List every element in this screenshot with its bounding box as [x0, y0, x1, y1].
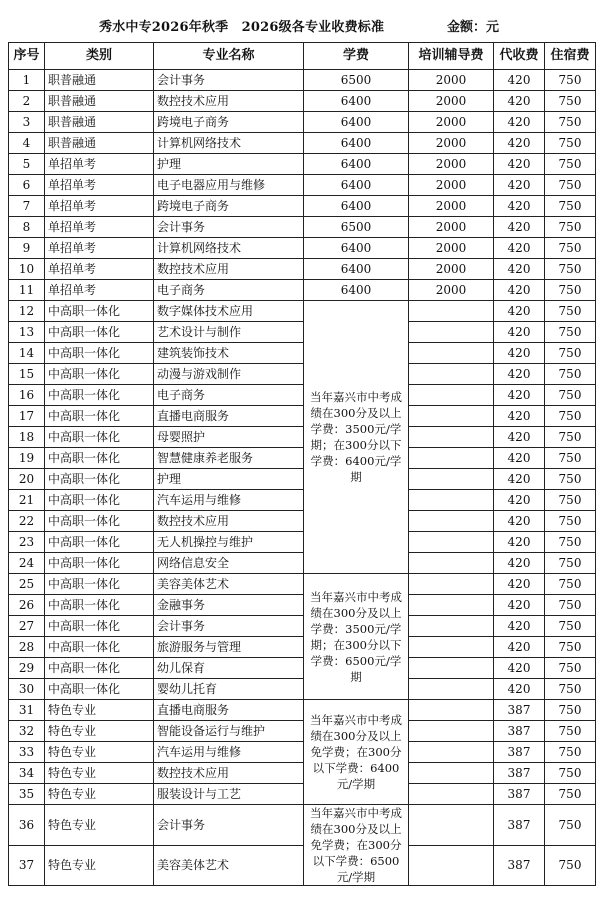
cell-no: 6 [9, 175, 45, 196]
cell-training-fee: 2000 [409, 112, 494, 133]
table-row [9, 616, 596, 637]
cell-no: 21 [9, 490, 45, 511]
cell-collected-fee: 420 [494, 343, 545, 364]
cell-category: 特色专业 [45, 805, 154, 846]
cell-dorm-fee: 750 [545, 154, 596, 175]
cell-category: 中高职一体化 [45, 322, 154, 343]
cell-collected-fee: 387 [494, 742, 545, 763]
cell-collected-fee: 420 [494, 259, 545, 280]
cell-no: 12 [9, 301, 45, 322]
cell-category: 中高职一体化 [45, 532, 154, 553]
cell-no: 5 [9, 154, 45, 175]
cell-major: 数字媒体技术应用 [154, 301, 304, 322]
cell-no: 27 [9, 616, 45, 637]
cell-no: 22 [9, 511, 45, 532]
cell-dorm-fee: 750 [545, 805, 596, 846]
cell-dorm-fee: 750 [545, 637, 596, 658]
cell-category: 单招单考 [45, 259, 154, 280]
cell-category: 中高职一体化 [45, 406, 154, 427]
cell-training-fee: 2000 [409, 217, 494, 238]
table-row [9, 154, 596, 175]
cell-collected-fee: 387 [494, 805, 545, 846]
cell-collected-fee: 420 [494, 196, 545, 217]
cell-major: 服装设计与工艺 [154, 784, 304, 805]
cell-major: 金融事务 [154, 595, 304, 616]
cell-collected-fee: 420 [494, 322, 545, 343]
table-row [9, 112, 596, 133]
cell-training-fee [409, 700, 494, 721]
cell-no: 25 [9, 574, 45, 595]
cell-no: 29 [9, 658, 45, 679]
cell-tuition: 6400 [304, 133, 409, 154]
cell-category: 单招单考 [45, 196, 154, 217]
cell-category: 中高职一体化 [45, 511, 154, 532]
cell-major: 跨境电子商务 [154, 112, 304, 133]
cell-no: 28 [9, 637, 45, 658]
cell-collected-fee: 420 [494, 217, 545, 238]
cell-dorm-fee: 750 [545, 845, 596, 886]
cell-major: 数控技术应用 [154, 763, 304, 784]
cell-no: 30 [9, 679, 45, 700]
cell-collected-fee: 420 [494, 679, 545, 700]
cell-training-fee [409, 532, 494, 553]
cell-training-fee: 2000 [409, 238, 494, 259]
header-row [9, 43, 596, 70]
cell-dorm-fee: 750 [545, 406, 596, 427]
cell-category: 特色专业 [45, 845, 154, 886]
cell-collected-fee: 420 [494, 385, 545, 406]
cell-dorm-fee: 750 [545, 259, 596, 280]
cell-dorm-fee: 750 [545, 700, 596, 721]
cell-collected-fee: 387 [494, 763, 545, 784]
cell-dorm-fee: 750 [545, 238, 596, 259]
cell-tuition: 6400 [304, 175, 409, 196]
cell-dorm-fee: 750 [545, 196, 596, 217]
cell-collected-fee: 420 [494, 238, 545, 259]
cell-no: 14 [9, 343, 45, 364]
cell-collected-fee: 420 [494, 448, 545, 469]
cell-dorm-fee: 750 [545, 595, 596, 616]
header-training-fee: 培训辅导费 [409, 43, 494, 70]
cell-training-fee [409, 845, 494, 886]
cell-dorm-fee: 750 [545, 784, 596, 805]
cell-category: 单招单考 [45, 175, 154, 196]
cell-tuition: 6400 [304, 112, 409, 133]
table-row [9, 805, 596, 846]
cell-category: 中高职一体化 [45, 385, 154, 406]
table-row [9, 196, 596, 217]
table-row [9, 448, 596, 469]
cell-major: 会计事务 [154, 70, 304, 91]
document-title: 秀水中专2026年秋季 2026级各专业收费标准 [99, 20, 385, 35]
table-row [9, 721, 596, 742]
cell-training-fee [409, 784, 494, 805]
cell-major: 会计事务 [154, 805, 304, 846]
cell-training-fee [409, 721, 494, 742]
cell-no: 2 [9, 91, 45, 112]
cell-category: 中高职一体化 [45, 679, 154, 700]
table-row [9, 343, 596, 364]
cell-training-fee: 2000 [409, 133, 494, 154]
cell-major: 护理 [154, 154, 304, 175]
cell-category: 特色专业 [45, 784, 154, 805]
cell-tuition: 6400 [304, 280, 409, 301]
cell-training-fee [409, 385, 494, 406]
cell-category: 中高职一体化 [45, 301, 154, 322]
cell-collected-fee: 420 [494, 406, 545, 427]
cell-training-fee [409, 658, 494, 679]
table-row [9, 700, 596, 721]
cell-collected-fee: 420 [494, 427, 545, 448]
cell-collected-fee: 420 [494, 280, 545, 301]
table-row [9, 70, 596, 91]
cell-category: 中高职一体化 [45, 490, 154, 511]
cell-collected-fee: 420 [494, 364, 545, 385]
cell-dorm-fee: 750 [545, 133, 596, 154]
table-row [9, 845, 596, 886]
cell-no: 18 [9, 427, 45, 448]
cell-major: 数控技术应用 [154, 259, 304, 280]
cell-collected-fee: 420 [494, 154, 545, 175]
cell-no: 33 [9, 742, 45, 763]
cell-training-fee [409, 322, 494, 343]
cell-no: 10 [9, 259, 45, 280]
header-dorm-fee: 住宿费 [545, 43, 596, 70]
cell-dorm-fee: 750 [545, 490, 596, 511]
cell-training-fee [409, 679, 494, 700]
cell-major: 直播电商服务 [154, 406, 304, 427]
cell-dorm-fee: 750 [545, 112, 596, 133]
cell-training-fee [409, 637, 494, 658]
cell-training-fee [409, 805, 494, 846]
cell-category: 中高职一体化 [45, 616, 154, 637]
cell-training-fee [409, 595, 494, 616]
header-collected-fee: 代收费 [494, 43, 545, 70]
cell-category: 单招单考 [45, 154, 154, 175]
cell-training-fee: 2000 [409, 154, 494, 175]
cell-major: 数控技术应用 [154, 511, 304, 532]
cell-collected-fee: 420 [494, 595, 545, 616]
cell-no: 26 [9, 595, 45, 616]
table-row [9, 385, 596, 406]
cell-major: 汽车运用与维修 [154, 742, 304, 763]
table-row [9, 301, 596, 322]
header-no: 序号 [9, 43, 45, 70]
cell-category: 特色专业 [45, 721, 154, 742]
cell-training-fee: 2000 [409, 175, 494, 196]
cell-no: 23 [9, 532, 45, 553]
cell-major: 网络信息安全 [154, 553, 304, 574]
table-row [9, 427, 596, 448]
cell-training-fee [409, 364, 494, 385]
cell-major: 跨境电子商务 [154, 196, 304, 217]
cell-category: 职普融通 [45, 70, 154, 91]
cell-dorm-fee: 750 [545, 553, 596, 574]
cell-tuition: 6400 [304, 91, 409, 112]
cell-category: 单招单考 [45, 238, 154, 259]
cell-collected-fee: 387 [494, 700, 545, 721]
cell-no: 13 [9, 322, 45, 343]
cell-category: 中高职一体化 [45, 469, 154, 490]
cell-major: 电子商务 [154, 280, 304, 301]
cell-no: 11 [9, 280, 45, 301]
cell-category: 中高职一体化 [45, 553, 154, 574]
cell-major: 无人机操控与维护 [154, 532, 304, 553]
cell-training-fee [409, 469, 494, 490]
cell-major: 会计事务 [154, 217, 304, 238]
cell-dorm-fee: 750 [545, 763, 596, 784]
cell-dorm-fee: 750 [545, 532, 596, 553]
cell-no: 16 [9, 385, 45, 406]
cell-dorm-fee: 750 [545, 217, 596, 238]
cell-training-fee [409, 448, 494, 469]
table-row [9, 637, 596, 658]
currency-unit: 金额：元 [447, 20, 500, 35]
cell-category: 中高职一体化 [45, 427, 154, 448]
cell-tuition: 6400 [304, 238, 409, 259]
cell-dorm-fee: 750 [545, 616, 596, 637]
cell-category: 单招单考 [45, 217, 154, 238]
cell-category: 中高职一体化 [45, 574, 154, 595]
cell-dorm-fee: 750 [545, 385, 596, 406]
cell-dorm-fee: 750 [545, 91, 596, 112]
document-header [0, 0, 600, 42]
cell-major: 建筑装饰技术 [154, 343, 304, 364]
cell-training-fee: 2000 [409, 70, 494, 91]
cell-tuition: 6400 [304, 196, 409, 217]
cell-major: 美容美体艺术 [154, 574, 304, 595]
cell-no: 1 [9, 70, 45, 91]
cell-major: 电子商务 [154, 385, 304, 406]
cell-collected-fee: 420 [494, 490, 545, 511]
cell-dorm-fee: 750 [545, 70, 596, 91]
table-row [9, 280, 596, 301]
cell-category: 职普融通 [45, 133, 154, 154]
cell-major: 美容美体艺术 [154, 845, 304, 886]
table-row [9, 490, 596, 511]
cell-category: 职普融通 [45, 112, 154, 133]
cell-no: 24 [9, 553, 45, 574]
cell-training-fee [409, 301, 494, 322]
table-row [9, 511, 596, 532]
cell-dorm-fee: 750 [545, 364, 596, 385]
cell-major: 电子电器应用与维修 [154, 175, 304, 196]
cell-collected-fee: 387 [494, 784, 545, 805]
tuition-note-1: 当年嘉兴市中考成绩在300分及以上学费：3500元/学期；在300分以下学费：6400元/学期 [304, 301, 409, 574]
cell-category: 特色专业 [45, 742, 154, 763]
cell-major: 数控技术应用 [154, 91, 304, 112]
cell-collected-fee: 420 [494, 133, 545, 154]
cell-category: 中高职一体化 [45, 448, 154, 469]
cell-tuition: 6400 [304, 259, 409, 280]
table-row [9, 763, 596, 784]
table-row [9, 574, 596, 595]
cell-major: 直播电商服务 [154, 700, 304, 721]
cell-major: 护理 [154, 469, 304, 490]
cell-training-fee [409, 406, 494, 427]
cell-dorm-fee: 750 [545, 280, 596, 301]
table-row [9, 553, 596, 574]
cell-no: 4 [9, 133, 45, 154]
cell-dorm-fee: 750 [545, 574, 596, 595]
cell-no: 32 [9, 721, 45, 742]
cell-training-fee: 2000 [409, 196, 494, 217]
cell-collected-fee: 420 [494, 637, 545, 658]
cell-training-fee [409, 511, 494, 532]
cell-collected-fee: 420 [494, 175, 545, 196]
cell-major: 计算机网络技术 [154, 238, 304, 259]
cell-category: 中高职一体化 [45, 637, 154, 658]
cell-dorm-fee: 750 [545, 721, 596, 742]
cell-collected-fee: 420 [494, 70, 545, 91]
cell-training-fee [409, 574, 494, 595]
cell-dorm-fee: 750 [545, 448, 596, 469]
cell-tuition: 6500 [304, 70, 409, 91]
tuition-note-4: 当年嘉兴市中考成绩在300分及以上免学费；在300分以下学费：6500元/学期 [304, 805, 409, 886]
cell-tuition: 6500 [304, 217, 409, 238]
cell-no: 15 [9, 364, 45, 385]
cell-category: 特色专业 [45, 763, 154, 784]
cell-training-fee [409, 427, 494, 448]
cell-no: 35 [9, 784, 45, 805]
table-row [9, 532, 596, 553]
cell-major: 艺术设计与制作 [154, 322, 304, 343]
cell-category: 职普融通 [45, 91, 154, 112]
cell-collected-fee: 420 [494, 511, 545, 532]
cell-dorm-fee: 750 [545, 175, 596, 196]
cell-no: 9 [9, 238, 45, 259]
table-row [9, 175, 596, 196]
cell-major: 动漫与游戏制作 [154, 364, 304, 385]
cell-training-fee [409, 616, 494, 637]
table-row [9, 217, 596, 238]
cell-major: 智能设备运行与维护 [154, 721, 304, 742]
cell-major: 智慧健康养老服务 [154, 448, 304, 469]
cell-no: 37 [9, 845, 45, 886]
cell-category: 单招单考 [45, 280, 154, 301]
cell-no: 31 [9, 700, 45, 721]
table-row [9, 364, 596, 385]
cell-training-fee: 2000 [409, 91, 494, 112]
cell-major: 计算机网络技术 [154, 133, 304, 154]
cell-collected-fee: 420 [494, 91, 545, 112]
cell-collected-fee: 420 [494, 616, 545, 637]
table-row [9, 679, 596, 700]
cell-no: 17 [9, 406, 45, 427]
cell-collected-fee: 420 [494, 469, 545, 490]
cell-category: 中高职一体化 [45, 595, 154, 616]
cell-dorm-fee: 750 [545, 658, 596, 679]
header-category: 类别 [45, 43, 154, 70]
cell-no: 19 [9, 448, 45, 469]
cell-no: 7 [9, 196, 45, 217]
cell-dorm-fee: 750 [545, 427, 596, 448]
table-row [9, 259, 596, 280]
cell-dorm-fee: 750 [545, 679, 596, 700]
cell-major: 会计事务 [154, 616, 304, 637]
cell-collected-fee: 387 [494, 721, 545, 742]
cell-tuition: 6400 [304, 154, 409, 175]
cell-major: 母婴照护 [154, 427, 304, 448]
cell-category: 中高职一体化 [45, 658, 154, 679]
fee-table [8, 42, 596, 886]
cell-no: 3 [9, 112, 45, 133]
tuition-note-3: 当年嘉兴市中考成绩在300分及以上免学费；在300分以下学费：6400元/学期 [304, 700, 409, 805]
cell-major: 婴幼儿托育 [154, 679, 304, 700]
cell-collected-fee: 387 [494, 845, 545, 886]
table-row [9, 742, 596, 763]
cell-training-fee: 2000 [409, 259, 494, 280]
table-row [9, 784, 596, 805]
cell-training-fee [409, 742, 494, 763]
cell-collected-fee: 420 [494, 532, 545, 553]
cell-collected-fee: 420 [494, 574, 545, 595]
cell-collected-fee: 420 [494, 112, 545, 133]
cell-dorm-fee: 750 [545, 322, 596, 343]
header-major: 专业名称 [154, 43, 304, 70]
cell-training-fee [409, 343, 494, 364]
table-row [9, 595, 596, 616]
cell-major: 汽车运用与维修 [154, 490, 304, 511]
cell-no: 34 [9, 763, 45, 784]
cell-no: 36 [9, 805, 45, 846]
cell-training-fee [409, 553, 494, 574]
tuition-note-2: 当年嘉兴市中考成绩在300分及以上学费：3500元/学期；在300分以下学费：6500元/学期 [304, 574, 409, 700]
table-row [9, 133, 596, 154]
cell-category: 特色专业 [45, 700, 154, 721]
cell-training-fee: 2000 [409, 280, 494, 301]
cell-no: 20 [9, 469, 45, 490]
cell-collected-fee: 420 [494, 553, 545, 574]
cell-collected-fee: 420 [494, 658, 545, 679]
table-row [9, 469, 596, 490]
cell-dorm-fee: 750 [545, 343, 596, 364]
table-row [9, 322, 596, 343]
table-row [9, 406, 596, 427]
cell-category: 中高职一体化 [45, 364, 154, 385]
table-row [9, 658, 596, 679]
cell-collected-fee: 420 [494, 301, 545, 322]
cell-no: 8 [9, 217, 45, 238]
cell-dorm-fee: 750 [545, 469, 596, 490]
cell-major: 旅游服务与管理 [154, 637, 304, 658]
table-row [9, 91, 596, 112]
header-tuition: 学费 [304, 43, 409, 70]
cell-training-fee [409, 490, 494, 511]
cell-category: 中高职一体化 [45, 343, 154, 364]
table-row [9, 238, 596, 259]
cell-dorm-fee: 750 [545, 511, 596, 532]
cell-training-fee [409, 763, 494, 784]
cell-dorm-fee: 750 [545, 742, 596, 763]
cell-dorm-fee: 750 [545, 301, 596, 322]
cell-major: 幼儿保育 [154, 658, 304, 679]
